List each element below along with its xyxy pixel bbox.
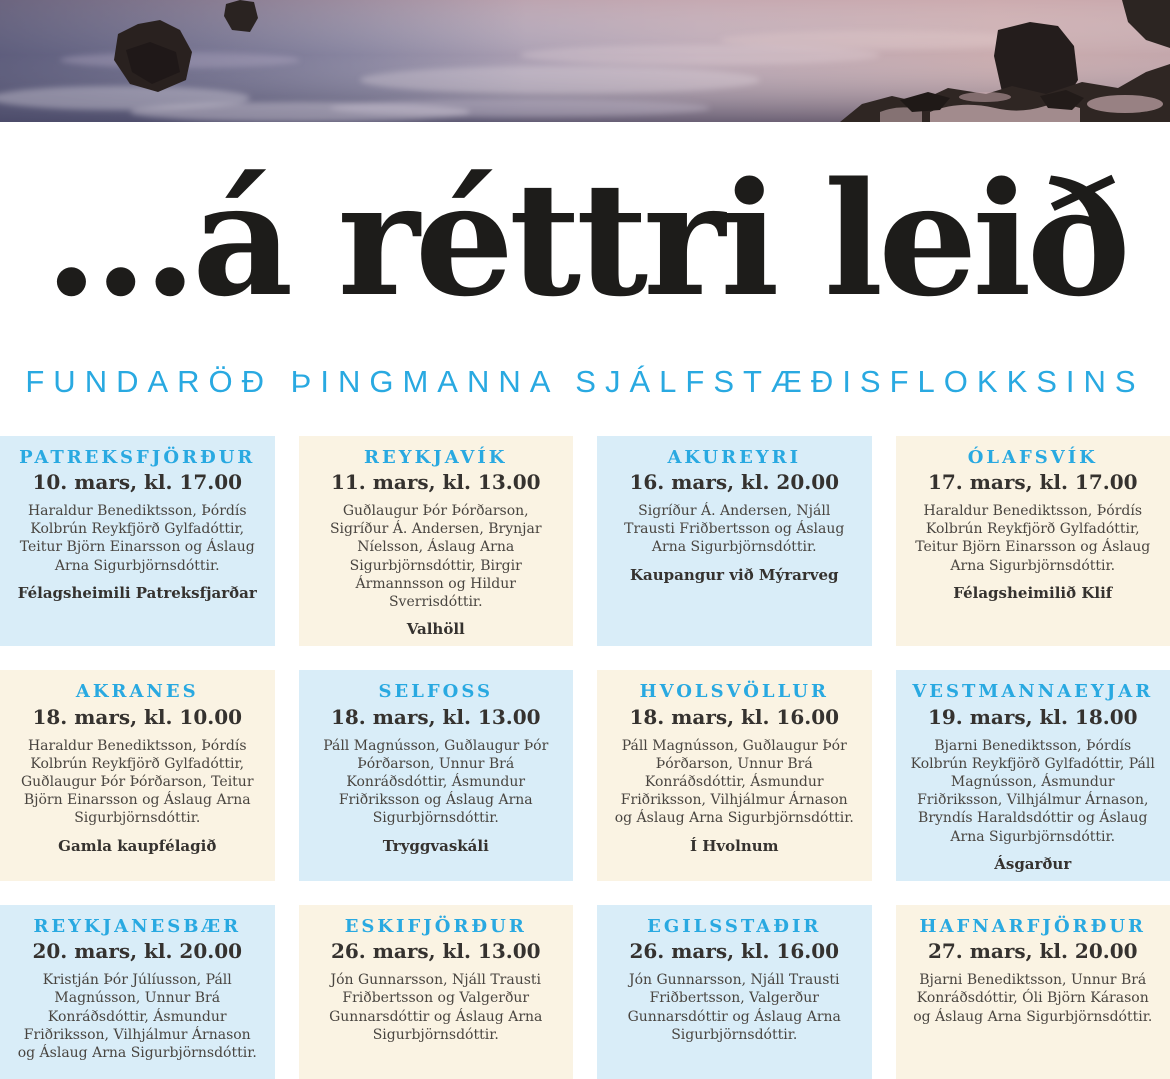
event-card — [597, 436, 872, 647]
event-venue: Gamla kaupfélagið — [12, 837, 263, 855]
event-card — [299, 436, 574, 647]
event-datetime: 10. mars, kl. 17.00 — [12, 470, 263, 495]
event-speakers: Bjarni Benediktsson, Unnur Brá Konráðsdóttir, Óli Björn Kárason og Áslaug Arna Sigurbjörnsdóttir. — [910, 971, 1157, 1026]
event-card — [896, 905, 1170, 1079]
headline: ...á réttri leið — [0, 168, 1170, 312]
seascape-illustration — [0, 0, 1170, 122]
event-city: REYKJANESBÆR — [12, 916, 263, 939]
event-card — [299, 905, 574, 1079]
event-speakers: Bjarni Benediktsson, Þórdís Kolbrún Reykfjörð Gylfadóttir, Páll Magnússon, Ásmundur Friðriksson, Vilhjálmur Árnason, Bryndís Haraldsdóttir og Áslaug Arna Sigurbjörnsdóttir. — [910, 737, 1157, 846]
event-datetime: 18. mars, kl. 16.00 — [609, 705, 860, 730]
coast-photo-banner — [0, 0, 1170, 122]
event-speakers: Jón Gunnarsson, Njáll Trausti Friðbertsson, Valgerður Gunnarsdóttir og Áslaug Arna Sigurbjörnsdóttir. — [611, 971, 858, 1044]
event-card — [0, 670, 275, 881]
subtitle: FUNDARÖÐ ÞINGMANNA SJÁLFSTÆÐISFLOKKSINS — [0, 364, 1170, 400]
event-city: VESTMANNAEYJAR — [908, 681, 1159, 704]
event-card — [299, 670, 574, 881]
events-grid — [0, 436, 1170, 1079]
event-card — [0, 436, 275, 647]
event-card — [597, 905, 872, 1079]
event-datetime: 17. mars, kl. 17.00 — [908, 470, 1159, 495]
event-datetime: 26. mars, kl. 13.00 — [311, 939, 562, 964]
event-venue: Ásgarður — [908, 855, 1159, 873]
event-speakers: Guðlaugur Þór Þórðarson, Sigríður Á. Andersen, Brynjar Níelsson, Áslaug Arna Sigurbjörnsdóttir, Birgir Ármannsson og Hildur Sverrisdóttir. — [313, 502, 560, 611]
event-city: ÓLAFSVÍK — [908, 447, 1159, 470]
event-datetime: 18. mars, kl. 13.00 — [311, 705, 562, 730]
event-card — [896, 436, 1170, 647]
event-speakers: Kristján Þór Júlíusson, Páll Magnússon, Unnur Brá Konráðsdóttir, Ásmundur Friðriksson, Vilhjálmur Árnason og Áslaug Arna Sigurbjörnsdóttir. — [14, 971, 261, 1062]
event-speakers: Haraldur Benediktsson, Þórdís Kolbrún Reykfjörð Gylfadóttir, Guðlaugur Þór Þórðarson, Teitur Björn Einarsson og Áslaug Arna Sigurbjörnsdóttir. — [14, 737, 261, 828]
event-datetime: 18. mars, kl. 10.00 — [12, 705, 263, 730]
event-speakers: Sigríður Á. Andersen, Njáll Trausti Friðbertsson og Áslaug Arna Sigurbjörnsdóttir. — [611, 502, 858, 557]
event-datetime: 19. mars, kl. 18.00 — [908, 705, 1159, 730]
event-datetime: 26. mars, kl. 16.00 — [609, 939, 860, 964]
event-city: SELFOSS — [311, 681, 562, 704]
event-city: EGILSSTAÐIR — [609, 916, 860, 939]
event-card — [0, 905, 275, 1079]
event-speakers: Jón Gunnarsson, Njáll Trausti Friðbertsson og Valgerður Gunnarsdóttir og Áslaug Arna Sigurbjörnsdóttir. — [313, 971, 560, 1044]
event-city: PATREKSFJÖRÐUR — [12, 447, 263, 470]
event-datetime: 27. mars, kl. 20.00 — [908, 939, 1159, 964]
event-speakers: Haraldur Benediktsson, Þórdís Kolbrún Reykfjörð Gylfadóttir, Teitur Björn Einarsson og Áslaug Arna Sigurbjörnsdóttir. — [14, 502, 261, 575]
event-venue: Félagsheimilið Klif — [908, 584, 1159, 602]
event-city: HAFNARFJÖRÐUR — [908, 916, 1159, 939]
event-card — [896, 670, 1170, 881]
event-card — [597, 670, 872, 881]
event-datetime: 16. mars, kl. 20.00 — [609, 470, 860, 495]
event-venue: Kaupangur við Mýrarveg — [609, 566, 860, 584]
event-venue: Í Hvolnum — [609, 837, 860, 855]
event-datetime: 11. mars, kl. 13.00 — [311, 470, 562, 495]
event-city: REYKJAVÍK — [311, 447, 562, 470]
event-venue: Félagsheimili Patreksfjarðar — [12, 584, 263, 602]
event-speakers: Páll Magnússon, Guðlaugur Þór Þórðarson, Unnur Brá Konráðsdóttir, Ásmundur Friðriksson og Áslaug Arna Sigurbjörnsdóttir. — [313, 737, 560, 828]
event-city: ESKIFJÖRÐUR — [311, 916, 562, 939]
event-city: HVOLSVÖLLUR — [609, 681, 860, 704]
event-city: AKRANES — [12, 681, 263, 704]
event-city: AKUREYRI — [609, 447, 860, 470]
event-speakers: Páll Magnússon, Guðlaugur Þór Þórðarson, Unnur Brá Konráðsdóttir, Ásmundur Friðriksson, Vilhjálmur Árnason og Áslaug Arna Sigurbjörnsdóttir. — [611, 737, 858, 828]
event-datetime: 20. mars, kl. 20.00 — [12, 939, 263, 964]
event-venue: Valhöll — [311, 620, 562, 638]
event-speakers: Haraldur Benediktsson, Þórdís Kolbrún Reykfjörð Gylfadóttir, Teitur Björn Einarsson og Áslaug Arna Sigurbjörnsdóttir. — [910, 502, 1157, 575]
event-venue: Tryggvaskáli — [311, 837, 562, 855]
